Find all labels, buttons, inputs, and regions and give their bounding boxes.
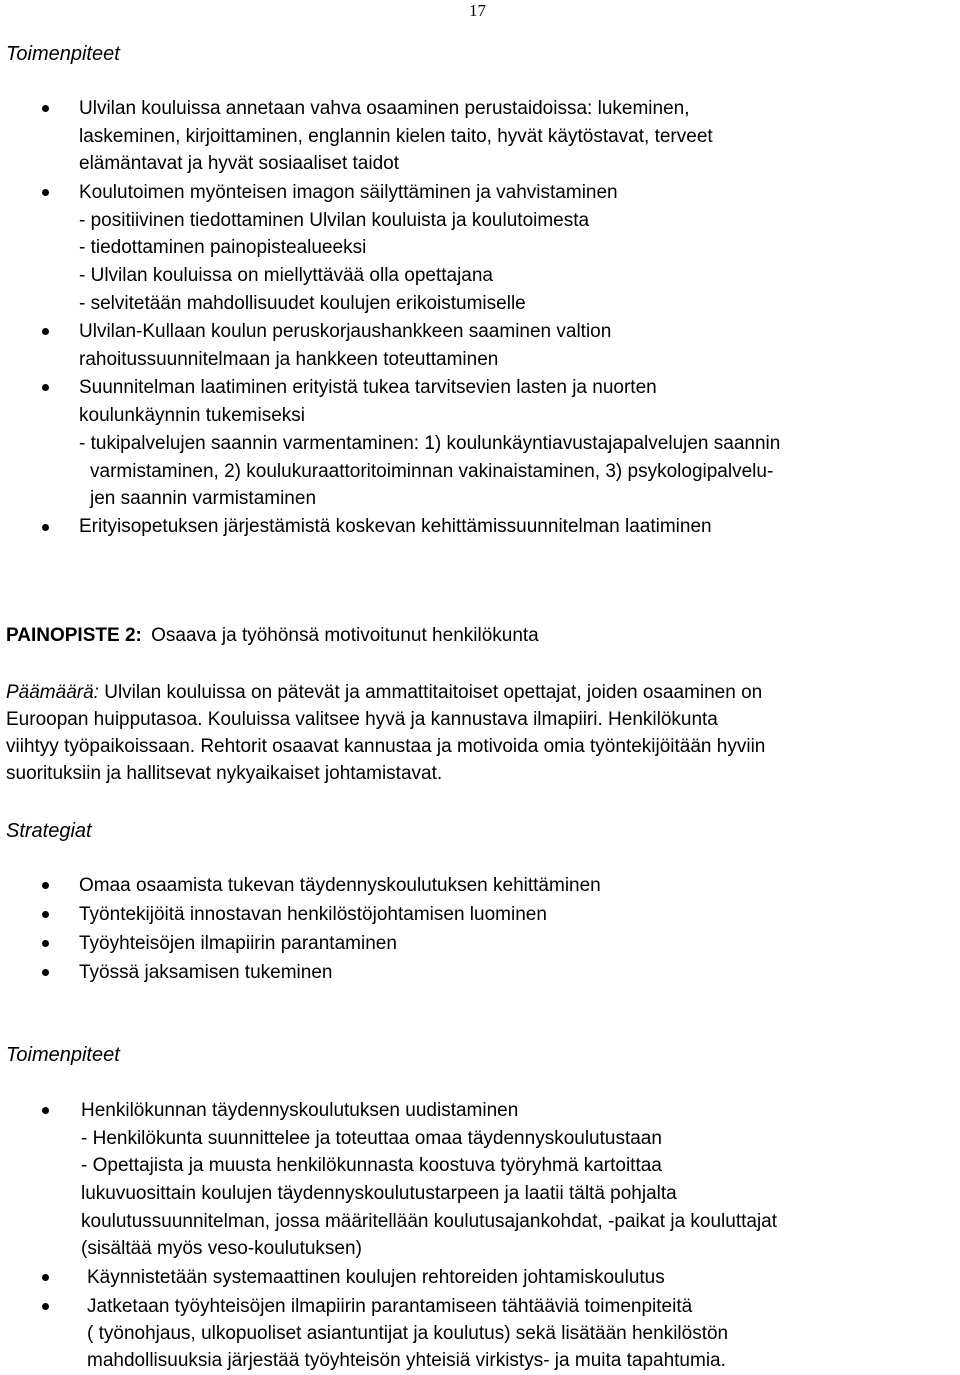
paamaara-first-line bbox=[6, 679, 762, 707]
text-line: lukuvuosittain koulujen täydennyskoulutustarpeen ja laatii tältä pohjalta bbox=[81, 1183, 677, 1204]
paamaara-line: viihtyy työpaikoissaan. Rehtorit osaavat kannustaa ja motivoida omia työntekijöitään hyviin bbox=[6, 736, 766, 757]
section-heading-strategiat: Strategiat bbox=[6, 820, 92, 842]
text-line: jen saannin varmistaminen bbox=[90, 488, 317, 509]
text-line: - tiedottaminen painopistealueeksi bbox=[79, 237, 367, 258]
bullet-icon bbox=[42, 1303, 49, 1310]
text-line: - Henkilökunta suunnittelee ja toteuttaa omaa täydennyskoulutustaan bbox=[81, 1128, 662, 1149]
text-line: elämäntavat ja hyvät sosiaaliset taidot bbox=[79, 153, 400, 174]
text-line: Jatketaan työyhteisöjen ilmapiirin parantamiseen tähtääviä toimenpiteitä bbox=[87, 1296, 693, 1317]
paamaara-text: Ulvilan kouluissa on pätevät ja ammattitaitoiset opettajat, joiden osaaminen on bbox=[104, 682, 763, 703]
painopiste-title: Osaava ja työhönsä motivoitunut henkilökunta bbox=[151, 625, 539, 646]
text-line: koulunkäynnin tukemiseksi bbox=[79, 405, 306, 426]
bullet-icon bbox=[42, 328, 49, 335]
paamaara-line: Euroopan huipputasoa. Kouluissa valitsee hyvä ja kannustava ilmapiiri. Henkilökunta bbox=[6, 709, 718, 730]
section-heading-toimenpiteet: Toimenpiteet bbox=[6, 43, 120, 65]
text-line: - selvitetään mahdollisuudet koulujen erikoistumiselle bbox=[79, 293, 526, 314]
text-line: - tukipalvelujen saannin varmentaminen: 1) koulunkäyntiavustajapalvelujen saannin bbox=[79, 433, 781, 454]
text-line: Ulvilan kouluissa annetaan vahva osaaminen perustaidoissa: lukeminen, bbox=[79, 98, 690, 119]
text-line: varmistaminen, 2) koulukuraattoritoiminnan vakinaistaminen, 3) psykologipalvelu- bbox=[90, 461, 774, 482]
strategy-item: Työssä jaksamisen tukeminen bbox=[79, 962, 333, 983]
text-line: Erityisopetuksen järjestämistä koskevan kehittämissuunnitelman laatiminen bbox=[79, 516, 712, 537]
page-number: 17 bbox=[469, 1, 486, 20]
bullet-icon bbox=[42, 1107, 49, 1114]
bullet-icon bbox=[42, 969, 49, 976]
bullet-icon bbox=[42, 524, 49, 531]
text-line: - Opettajista ja muusta henkilökunnasta koostuva työryhmä kartoittaa bbox=[81, 1155, 662, 1176]
bullet-icon bbox=[42, 940, 49, 947]
text-line: Henkilökunnan täydennyskoulutuksen uudistaminen bbox=[81, 1100, 519, 1121]
strategy-item: Työyhteisöjen ilmapiirin parantaminen bbox=[79, 933, 397, 954]
painopiste-label: PAINOPISTE 2: bbox=[6, 625, 142, 646]
bullet-icon bbox=[42, 882, 49, 889]
text-line: (sisältää myös veso-koulutuksen) bbox=[81, 1238, 362, 1259]
text-line: Käynnistetään systemaattinen koulujen rehtoreiden johtamiskoulutus bbox=[87, 1267, 665, 1288]
text-line: ( työnohjaus, ulkopuoliset asiantuntijat ja koulutus) sekä lisätään henkilöstön bbox=[87, 1323, 729, 1344]
painopiste-title-line bbox=[6, 622, 539, 650]
paamaara-label: Päämäärä: bbox=[6, 682, 99, 703]
text-line: mahdollisuuksia järjestää työyhteisön yhteisiä virkistys- ja muita tapahtumia. bbox=[87, 1350, 726, 1371]
strategy-item: Työntekijöitä innostavan henkilöstöjohtamisen luominen bbox=[79, 904, 547, 925]
text-line: rahoitussuunnitelmaan ja hankkeen toteuttaminen bbox=[79, 349, 499, 370]
text-line: Koulutoimen myönteisen imagon säilyttäminen ja vahvistaminen bbox=[79, 182, 618, 203]
bullet-icon bbox=[42, 105, 49, 112]
text-line: laskeminen, kirjoittaminen, englannin kielen taito, hyvät käytöstavat, terveet bbox=[79, 126, 713, 147]
bullet-icon bbox=[42, 1274, 49, 1281]
bullet-icon bbox=[42, 911, 49, 918]
text-line: Ulvilan-Kullaan koulun peruskorjaushankkeen saaminen valtion bbox=[79, 321, 612, 342]
text-line: - Ulvilan kouluissa on miellyttävää olla opettajana bbox=[79, 265, 494, 286]
text-line: koulutussuunnitelman, jossa määritellään koulutusajankohdat, -paikat ja kouluttajat bbox=[81, 1211, 778, 1232]
bullet-icon bbox=[42, 189, 49, 196]
text-line: - positiivinen tiedottaminen Ulvilan kouluista ja koulutoimesta bbox=[79, 210, 590, 231]
bullet-icon bbox=[42, 384, 49, 391]
strategy-item: Omaa osaamista tukevan täydennyskoulutuksen kehittäminen bbox=[79, 875, 601, 896]
section-heading-toimenpiteet-2: Toimenpiteet bbox=[6, 1044, 120, 1066]
paamaara-line: suorituksiin ja hallitsevat nykyaikaiset johtamistavat. bbox=[6, 763, 443, 784]
text-line: Suunnitelman laatiminen erityistä tukea tarvitsevien lasten ja nuorten bbox=[79, 377, 657, 398]
